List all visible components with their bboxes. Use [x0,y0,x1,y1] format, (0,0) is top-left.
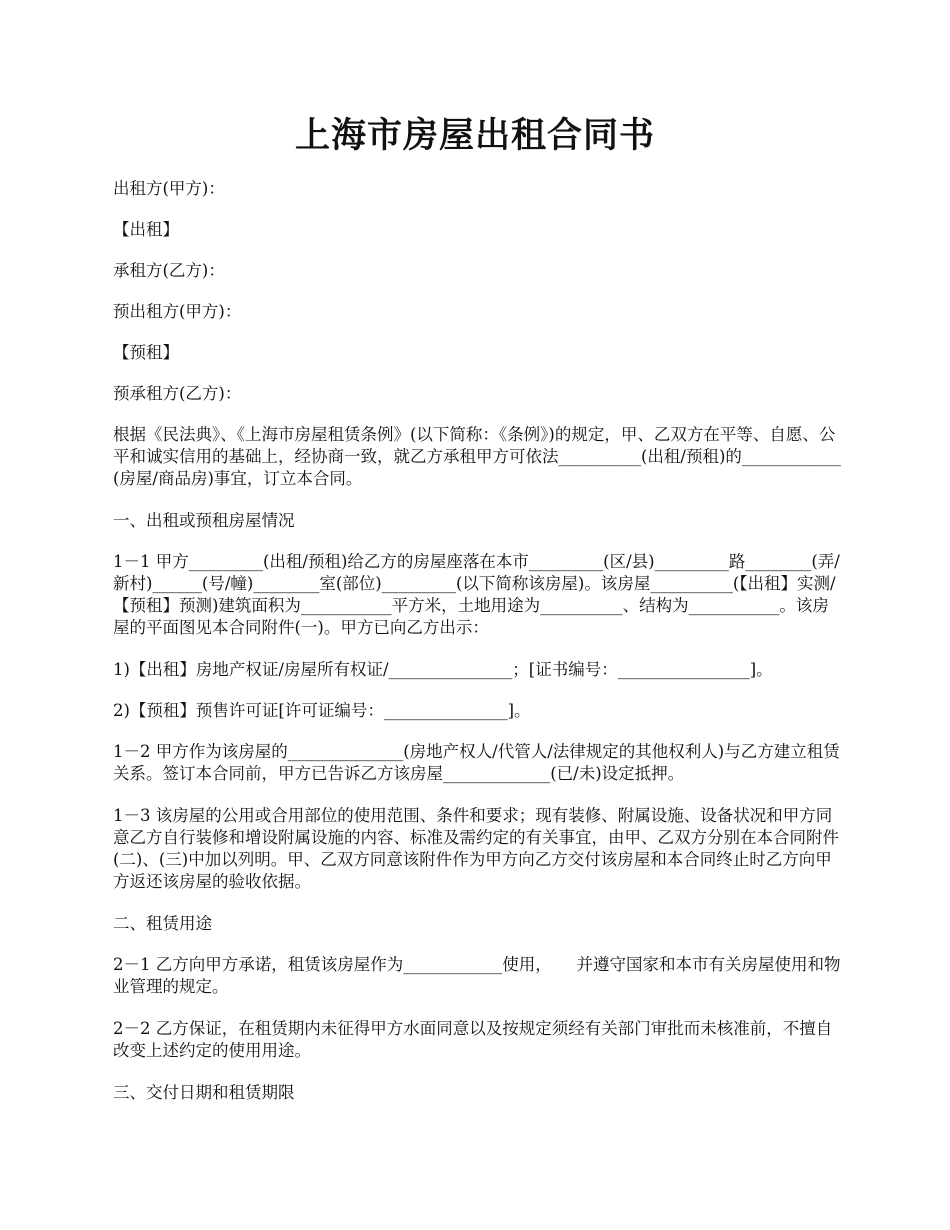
section-tag-pre-lease: 【预租】 [113,343,179,362]
party-lessee-label: 承租方(乙方)： [113,261,225,280]
preamble-paragraph: 根据《民法典》、《上海市房屋租赁条例》(以下简称：《条例》)的规定，甲、乙双方在平等、自愿、公平和诚实信用的基础上，经协商一致，就乙方承租甲方可依法__________(出租/预租)的____________(房屋/商品房)事宜，订立本合同。 [113,425,841,488]
clause-1-1: 1－1 甲方_________(出租/预租)给乙方的房屋座落在本市_________(区/县)_________路________(弄/新村)______(号/幢)________室(部位)_________(以下简称该房屋)。该房屋__________(【出租】实测/【预租】预测)建筑面积为___________平方米，土地用途为__________、结构为___________。该房屋的平面图见本合同附件(一)。甲方已向乙方出示： [113,552,840,637]
clause-1-2: 1－2 甲方作为该房屋的______________(房地产权人/代管人/法律规定的其他权利人)与乙方建立租赁关系。签订本合同前，甲方已告诉乙方该房屋_____________(已/未)设定抵押。 [113,742,840,783]
document-body [113,178,843,1123]
section-heading-3: 三、交付日期和租赁期限 [113,1083,295,1102]
party-pre-lessee-label: 预承租方(乙方)： [113,384,242,403]
party-lessor-label: 出租方(甲方)： [113,179,225,198]
section-heading-1: 一、出租或预租房屋情况 [113,511,295,530]
section-tag-lease: 【出租】 [113,220,179,239]
clause-1-1-item-2: 2)【预租】预售许可证[许可证编号：_______________]。 [113,701,531,720]
clause-1-3: 1－3 该房屋的公用或合用部位的使用范围、条件和要求；现有装修、附属设施、设备状况和甲方同意乙方自行装修和增设附属设施的内容、标准及需约定的有关事宜，由甲、乙双方分别在本合同附件(二)、(三)中加以列明。甲、乙双方同意该附件作为甲方向乙方交付该房屋和本合同终止时乙方向甲方返还该房屋的验收依据。 [113,806,839,891]
document-title: 上海市房屋出租合同书 [294,115,655,156]
party-pre-lessor-label: 预出租方(甲方)： [113,302,242,321]
section-heading-2: 二、租赁用途 [113,914,212,933]
clause-1-1-item-1: 1)【出租】房地产权证/房屋所有权证/_______________；[证书编号：________________]。 [113,660,773,679]
clause-2-1: 2－1 乙方向甲方承诺，租赁该房屋作为____________使用， 并遵守国家和本市有关房屋使用和物业管理的规定。 [113,955,841,996]
clause-2-2: 2－2 乙方保证，在租赁期内未征得甲方水面同意以及按规定须经有关部门审批而未核准前，不擅自改变上述约定的使用用途。 [113,1019,833,1060]
